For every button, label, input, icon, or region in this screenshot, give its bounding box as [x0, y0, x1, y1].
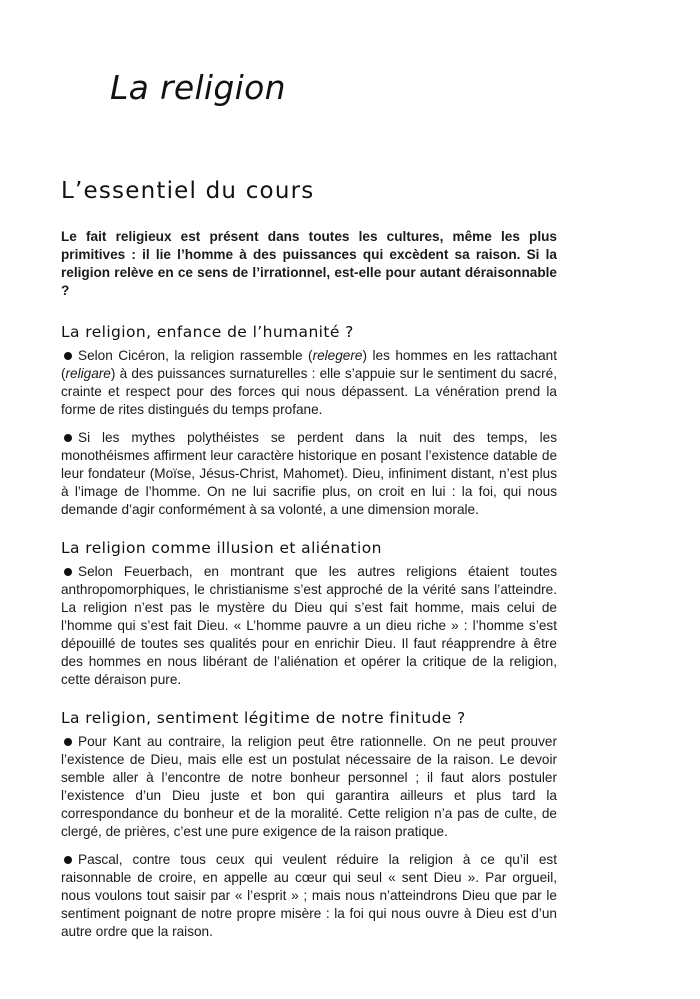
subheading-illusion: La religion comme illusion et aliénation — [61, 539, 382, 557]
paragraph-monotheismes — [61, 429, 557, 519]
paragraph-kant — [61, 733, 557, 841]
paragraph-text: Pascal, contre tous ceux qui veulent réduire la religion à ce qu’il est raisonnable de croire, en appelle au cœur qui seul « sent Dieu ». Par orgueil, nous voulons tout saisir par « l’esprit » ; mais nous n’atteindrons Dieu que par le sentiment poignant de notre propre misère : la foi qui nous ouvre à Dieu est d’un autre ordre que la raison. — [61, 852, 557, 939]
paragraph-text: ) les hommes en les rattachant ( — [61, 348, 557, 381]
paragraph-text: Si les mythes polythéistes se perdent dans la nuit des temps, les monothéismes affirment leur caractère historique en posant l’existence datable de leur fondateur (Moïse, Jésus-Christ, Mahomet). Dieu, infiniment distant, n’est plus à l’image de l’homme. On ne lui sacrifie plus, on croit en lui : la foi, qui nous demande d’agir conformément à sa volonté, a une dimension morale. — [61, 430, 557, 517]
subheading-enfance: La religion, enfance de l’humanité ? — [61, 323, 354, 341]
course-content — [61, 228, 557, 941]
bullet-icon — [64, 568, 72, 576]
chapter-title: La religion — [110, 68, 286, 107]
latin-term: relegere — [312, 348, 363, 363]
bullet-icon — [64, 856, 72, 864]
bullet-icon — [64, 352, 72, 360]
paragraph-feuerbach — [61, 563, 557, 689]
paragraph-text: Pour Kant au contraire, la religion peut être rationnelle. On ne peut prouver l’existence de Dieu, mais elle est un postulat nécessaire de la raison. Le devoir semble aller à l’encontre de notre bonheur personnel ; il faut alors postuler l’existence d’un Dieu juste et bon qui garantira ailleurs et plus tard la correspondance du bonheur et de la moralité. Cette religion n’a pas de culte, de clergé, de prières, c’est une pure exigence de la raison pratique. — [61, 734, 557, 839]
bullet-icon — [64, 738, 72, 746]
paragraph-ciceron — [61, 347, 557, 419]
paragraph-text: Selon Feuerbach, en montrant que les autres religions étaient toutes anthropomorphiques, le christianisme s’est approché de la vérité sans l’atteindre. La religion n’est pas le mystère du Dieu qui s’est fait homme, mais celui de l’homme qui s’est fait Dieu. « L’homme pauvre a un dieu riche » : l’homme s’est dépouillé de toutes ses qualités pour en enrichir Dieu. Il faut réapprendre à être des hommes en nous libérant de l’aliénation et opérer la critique de la religion, cette déraison pure. — [61, 564, 557, 687]
paragraph-text: ) à des puissances surnaturelles : elle s’appuie sur le sentiment du sacré, crainte et respect pour des forces qui nous dépassent. La vénération prend la forme de rites distingués du temps profane. — [61, 366, 557, 417]
latin-term: religare — [65, 366, 111, 381]
paragraph-text: Selon Cicéron, la religion rassemble ( — [78, 348, 313, 363]
subheading-finitude: La religion, sentiment légitime de notre finitude ? — [61, 709, 466, 727]
intro-paragraph: Le fait religieux est présent dans toutes les cultures, même les plus primitives : il lie l’homme à des puissances qui excèdent sa raison. Si la religion relève en ce sens de l’irrationnel, est-elle pour autant déraisonnable ? — [61, 229, 557, 298]
paragraph-pascal — [61, 851, 557, 941]
bullet-icon — [64, 434, 72, 442]
section-title: L’essentiel du cours — [61, 178, 315, 204]
